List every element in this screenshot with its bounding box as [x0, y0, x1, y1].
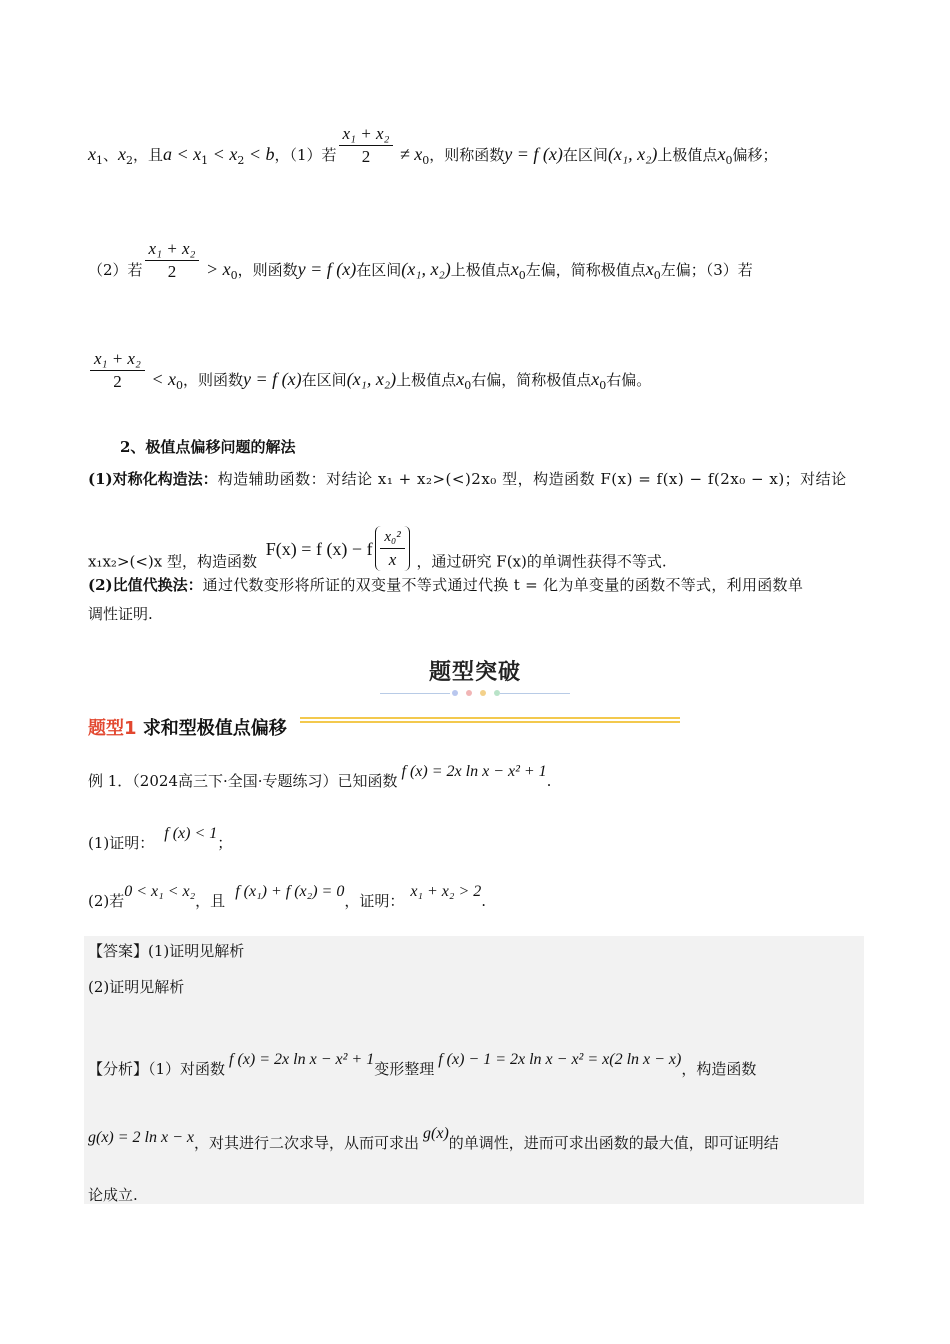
method-1-formula-line: x₁x₂>(<)x 型，构造函数 F(x) = f (x) − f $\frac{\text{x₀²}}{x}$ ，通过研究 F(x)的单调性获得不等式.	[88, 540, 667, 585]
title-decoration	[380, 693, 570, 695]
analysis-line-1: 【分析】（1）对函数f (x) = 2x ln x − x² + 1变形整理f (x) − 1 = 2x ln x − x² = x(2 ln x − x)，构造函数	[88, 1051, 757, 1078]
formula-F: F(x) = f (x) − f	[265, 538, 373, 559]
section-heading: 2、极值点偏移问题的解法	[120, 438, 296, 456]
answer-line-2: (2)证明见解析	[88, 978, 185, 996]
fraction: $\frac{\text{x₁ + x₂}}{2}$	[90, 348, 145, 393]
fraction: $\frac{\text{x₁ + x₂}}{2}$	[339, 123, 394, 168]
definition-line-2: （2）若 $\frac{\text{x₁ + x₂}}{2}$ > $x_0$，则函数y = f (x)在区间(x₁, x₂)上极值点$x_0$左偏，简称极值点$x_0$左偏；（3）若	[88, 238, 753, 282]
definition-line-1: $x_1$、$x_2$，且$a < x_1 < x_2 < b$，（1）若 $\frac{\text{x₁ + x₂}}{2}$ ≠ $x_0$，则称函数y = f (x)在区间(x₁, x₂)上极值点$x_0$偏移；	[88, 123, 778, 167]
method-2-line-2: 调性证明.	[88, 605, 153, 623]
example-line: 例 1．（2024高三下·全国·专题练习）已知函数f (x) = 2x ln x − x² + 1.	[88, 763, 552, 790]
type-underline	[300, 717, 680, 723]
question-1: (1)证明：f (x) < 1；	[88, 825, 233, 852]
section-title: 题型突破	[428, 660, 521, 685]
type-heading: 题型1 求和型极值点偏移	[88, 718, 287, 739]
definition-line-3: $\frac{\text{x₁ + x₂}}{2}$ < $x_0$，则函数y = f (x)在区间(x₁, x₂)上极值点$x_0$右偏，简称极值点$x_0$右偏。	[88, 368, 651, 397]
fraction: $\frac{\text{x₀²}}{x}$	[375, 526, 409, 571]
question-2: (2)若0 < x₁ < x₂，且f (x₁) + f (x₂) = 0，证明：x₁ + x₂ > 2.	[88, 883, 487, 910]
analysis-line-3: 论成立.	[88, 1186, 138, 1204]
method-1-line: (1)对称化构造法：构造辅助函数：对结论 x₁ + x₂>(<)2x₀ 型，构造函数 F(x) = f(x) − f(2x₀ − x)；对结论	[88, 470, 847, 488]
answer-line-1: 【答案】(1)证明见解析	[88, 942, 245, 960]
method-2-line: (2)比值代换法：通过代数变形将所证的双变量不等式通过代换 t = 化为单变量的函数不等式，利用函数单	[88, 576, 804, 594]
fraction: $\frac{\text{x₁ + x₂}}{2}$	[145, 238, 200, 283]
analysis-line-2: g(x) = 2 ln x − x，对其进行二次求导，从而可求出g(x)的单调性，进而可求出函数的最大值，即可证明结	[88, 1125, 779, 1152]
